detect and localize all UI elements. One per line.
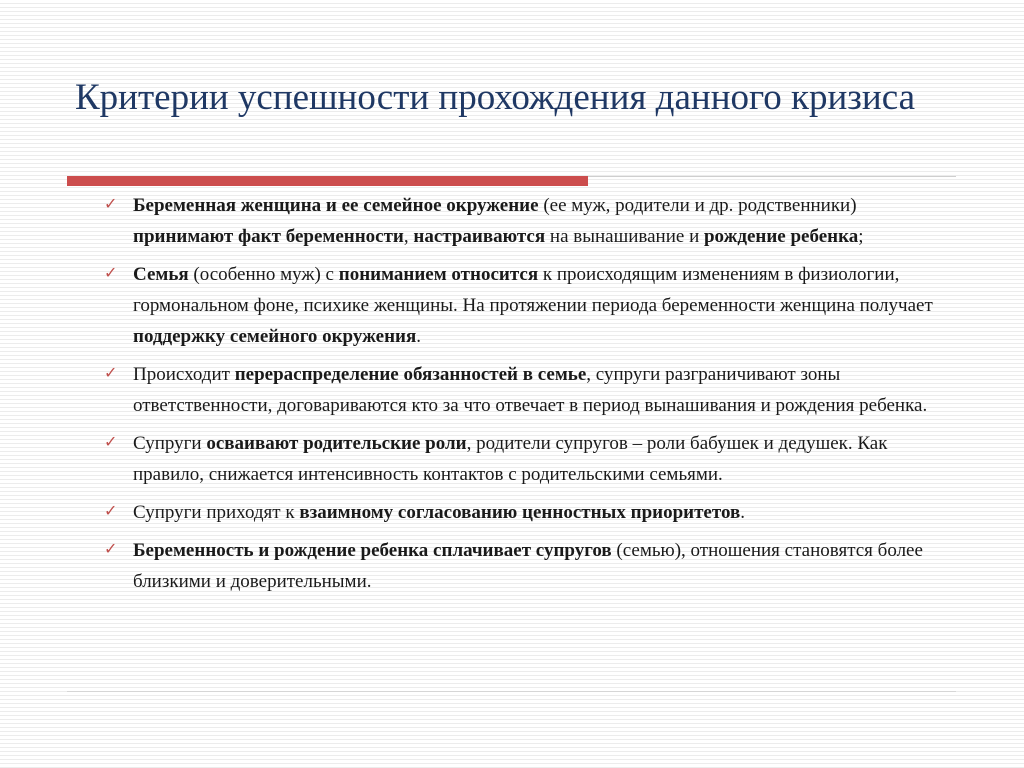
- item-text: , супруги разграничивают зоны ответственности, договариваются кто за что отвечает в период вынашивания и рождения ребенка.: [133, 364, 928, 416]
- criteria-item: [100, 428, 960, 490]
- title-divider-line: [588, 176, 956, 177]
- check-mark-icon: ✓: [104, 432, 118, 451]
- item-text: Супруги приходят к: [133, 502, 300, 523]
- item-text: к происходящим изменениям в физиологии, гормональном фоне, психике женщины. На протяжении периода беременности женщина получает: [133, 264, 933, 316]
- check-mark-icon: ✓: [104, 539, 118, 558]
- title-accent-bar: [67, 176, 588, 186]
- item-text-bold: пониманием относится: [338, 264, 539, 285]
- criteria-item: [100, 497, 960, 528]
- criteria-list: [100, 190, 960, 604]
- item-text: на вынашивание и: [545, 226, 704, 247]
- item-text: .: [740, 502, 745, 523]
- item-text-bold: перераспределение обязанностей в семье: [234, 364, 587, 385]
- item-text-bold: Беременная женщина и ее семейное окружение: [133, 195, 539, 216]
- check-mark-icon: ✓: [104, 194, 118, 213]
- bottom-divider-line: [67, 691, 956, 692]
- criteria-item: [100, 535, 960, 597]
- criteria-item: [100, 190, 960, 252]
- item-text: (особенно муж) с: [188, 264, 339, 285]
- check-mark-icon: ✓: [104, 263, 118, 282]
- item-text: ,: [403, 226, 414, 247]
- item-text: (семью), отношения становятся более близкими и доверительными.: [133, 540, 923, 592]
- item-text: Супруги: [133, 433, 207, 454]
- item-text: Происходит: [133, 364, 235, 385]
- check-mark-icon: ✓: [104, 501, 118, 520]
- check-mark-icon: ✓: [104, 363, 118, 382]
- item-text-bold: осваивают родительские роли: [206, 433, 467, 454]
- item-text-bold: взаимному согласованию ценностных приоритетов: [299, 502, 741, 523]
- item-text: , родители супругов – роли бабушек и дедушек. Как правило, снижается интенсивность контактов с родительскими семьями.: [133, 433, 888, 485]
- item-text-bold: Семья: [133, 264, 189, 285]
- criteria-item: [100, 259, 960, 352]
- item-text-bold: настраиваются: [413, 226, 546, 247]
- slide-title: Критерии успешности прохождения данного кризиса: [75, 77, 915, 118]
- item-text: ;: [858, 226, 864, 247]
- item-text-bold: поддержку семейного окружения: [133, 326, 417, 347]
- item-text-bold: принимают факт беременности: [133, 226, 404, 247]
- item-text: (ее муж, родители и др. родственники): [538, 195, 857, 216]
- item-text: .: [416, 326, 421, 347]
- item-text-bold: рождение ребенка: [703, 226, 859, 247]
- criteria-item: [100, 359, 960, 421]
- item-text-bold: Беременность и рождение ребенка сплачивает супругов: [133, 540, 612, 561]
